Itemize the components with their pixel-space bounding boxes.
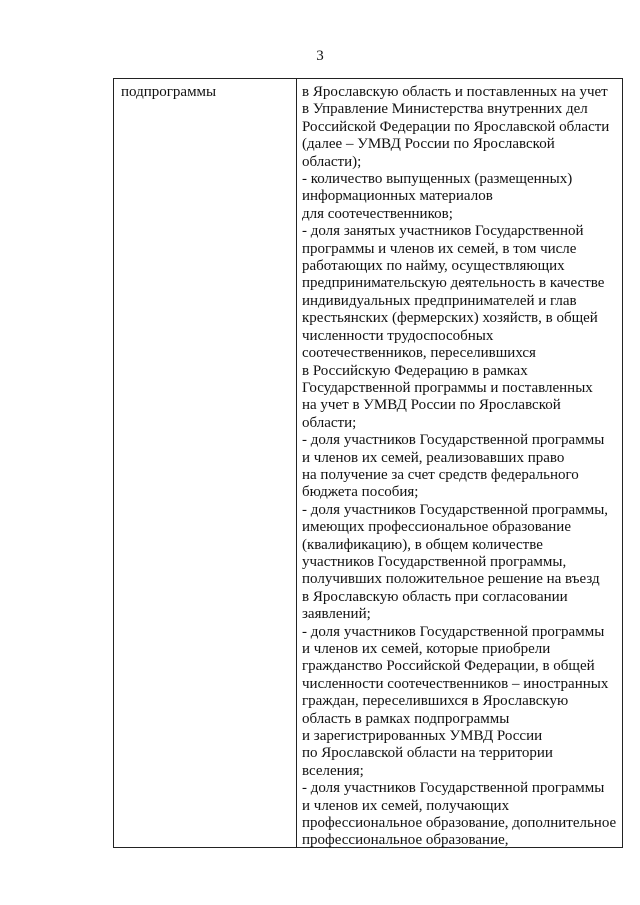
text-line: получивших положительное решение на въезд bbox=[302, 571, 600, 588]
text-line: предпринимательскую деятельность в качестве bbox=[302, 275, 605, 292]
left-cell-label: подпрограммы bbox=[121, 84, 217, 100]
text-line: - количество выпущенных (размещенных) bbox=[302, 171, 573, 188]
text-line: Российской Федерации по Ярославской области bbox=[302, 118, 610, 135]
text-line: информационных материалов bbox=[302, 188, 493, 205]
text-line: (квалификацию), в общем количестве bbox=[302, 536, 543, 553]
text-line: работающих по найму, осуществляющих bbox=[302, 258, 565, 275]
text-line: численности трудоспособных bbox=[302, 327, 494, 344]
right-cell-text bbox=[302, 84, 622, 850]
text-line: - доля участников Государственной программы, bbox=[302, 501, 609, 518]
text-line: имеющих профессиональное образование bbox=[302, 519, 571, 536]
text-line: в Управление Министерства внутренних дел bbox=[302, 101, 588, 118]
text-line: по Ярославской области на территории bbox=[302, 745, 553, 762]
text-line: - доля занятых участников Государственной bbox=[302, 223, 584, 240]
text-line: Государственной программы и поставленных bbox=[302, 379, 593, 396]
text-line: профессиональное образование, дополнительное bbox=[302, 815, 617, 832]
text-line: - доля участников Государственной программы bbox=[302, 780, 605, 797]
document-table bbox=[113, 78, 623, 848]
text-line: участников Государственной программы, bbox=[302, 553, 567, 570]
text-line: области); bbox=[302, 153, 362, 170]
text-line: область в рамках подпрограммы bbox=[302, 710, 510, 727]
text-line: индивидуальных предпринимателей и глав bbox=[302, 292, 577, 309]
page-number: 3 bbox=[316, 48, 324, 64]
text-line: и зарегистрированных УМВД России bbox=[302, 728, 543, 745]
text-line: гражданство Российской Федерации, в общей bbox=[302, 658, 595, 675]
text-line: в Ярославскую область и поставленных на учет bbox=[302, 84, 608, 100]
text-line: соотечественников, переселившихся bbox=[302, 345, 536, 362]
text-line: в Российскую Федерацию в рамках bbox=[302, 362, 528, 379]
text-line: и членов их семей, которые приобрели bbox=[302, 641, 551, 657]
text-line: на учет в УМВД России по Ярославской bbox=[302, 397, 561, 414]
text-line: - доля участников Государственной программы bbox=[302, 623, 605, 640]
column-divider bbox=[296, 79, 297, 847]
text-line: области; bbox=[302, 414, 357, 431]
text-line: крестьянских (фермерских) хозяйств, в общей bbox=[302, 310, 598, 327]
text-line: бюджета пособия; bbox=[302, 484, 419, 501]
text-line: - доля участников Государственной программы bbox=[302, 432, 605, 449]
text-line: (далее – УМВД России по Ярославской bbox=[302, 136, 555, 153]
text-line: профессиональное образование, bbox=[302, 832, 509, 849]
text-line: и членов их семей, реализовавших право bbox=[302, 449, 565, 466]
text-line: граждан, переселившихся в Ярославскую bbox=[302, 693, 569, 710]
text-line: для соотечественников; bbox=[302, 205, 453, 222]
text-line: вселения; bbox=[302, 762, 364, 779]
text-line: заявлений; bbox=[302, 606, 371, 623]
text-line: программы и членов их семей, в том числе bbox=[302, 240, 577, 257]
text-line: и членов их семей, получающих bbox=[302, 797, 510, 814]
text-line: на получение за счет средств федерального bbox=[302, 466, 579, 483]
text-line: в Ярославскую область при согласовании bbox=[302, 588, 568, 605]
text-line: численности соотечественников – иностранных bbox=[302, 675, 609, 692]
